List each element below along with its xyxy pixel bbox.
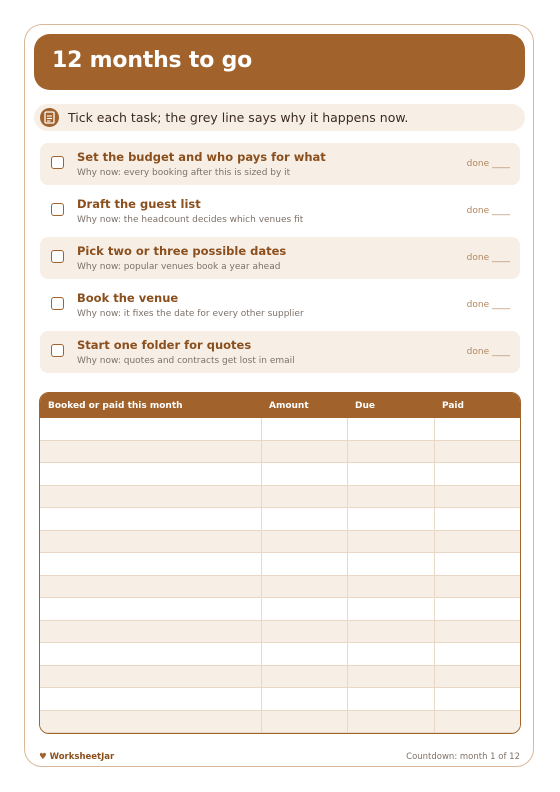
table-row xyxy=(40,711,520,734)
table-cell[interactable] xyxy=(347,643,435,665)
table-cell[interactable] xyxy=(347,576,435,598)
column-header-paid: Paid xyxy=(442,401,464,411)
task-title: Start one folder for quotes xyxy=(77,338,252,352)
payments-table xyxy=(39,392,521,734)
table-cell[interactable] xyxy=(347,508,435,530)
task-checkbox[interactable] xyxy=(51,156,64,169)
table-cell[interactable] xyxy=(261,643,348,665)
table-row xyxy=(40,598,520,621)
task-checkbox[interactable] xyxy=(51,203,64,216)
table-body xyxy=(40,418,520,733)
task-done-field[interactable]: done ____ xyxy=(466,300,510,310)
table-cell[interactable] xyxy=(347,598,435,620)
task-why: Why now: it fixes the date for every other supplier xyxy=(77,309,304,319)
table-row xyxy=(40,463,520,486)
task-checkbox[interactable] xyxy=(51,250,64,263)
table-cell[interactable] xyxy=(40,553,262,575)
table-cell[interactable] xyxy=(347,418,435,440)
table-cell[interactable] xyxy=(40,486,262,508)
table-cell[interactable] xyxy=(434,486,521,508)
table-cell[interactable] xyxy=(261,441,348,463)
table-cell[interactable] xyxy=(434,576,521,598)
table-cell[interactable] xyxy=(261,508,348,530)
table-cell[interactable] xyxy=(434,508,521,530)
table-row xyxy=(40,486,520,509)
table-cell[interactable] xyxy=(40,711,262,733)
page-indicator: Countdown: month 1 of 12 xyxy=(406,752,520,762)
table-row xyxy=(40,621,520,644)
table-cell[interactable] xyxy=(261,666,348,688)
footer-brand xyxy=(39,752,114,762)
task-item xyxy=(40,284,520,326)
table-row xyxy=(40,508,520,531)
task-why: Why now: quotes and contracts get lost in email xyxy=(77,356,295,366)
title-banner xyxy=(34,34,525,90)
table-cell[interactable] xyxy=(261,553,348,575)
table-header xyxy=(40,393,520,418)
task-done-field[interactable]: done ____ xyxy=(466,347,510,357)
table-cell[interactable] xyxy=(347,711,435,733)
table-cell[interactable] xyxy=(261,576,348,598)
task-why: Why now: popular venues book a year ahead xyxy=(77,262,281,272)
task-done-field[interactable]: done ____ xyxy=(466,159,510,169)
table-cell[interactable] xyxy=(261,463,348,485)
table-cell[interactable] xyxy=(40,598,262,620)
task-item xyxy=(40,190,520,232)
table-cell[interactable] xyxy=(347,553,435,575)
table-cell[interactable] xyxy=(40,666,262,688)
table-cell[interactable] xyxy=(434,463,521,485)
table-cell[interactable] xyxy=(434,598,521,620)
table-cell[interactable] xyxy=(347,621,435,643)
task-checkbox[interactable] xyxy=(51,297,64,310)
table-row xyxy=(40,553,520,576)
table-cell[interactable] xyxy=(434,688,521,710)
instruction-bar xyxy=(34,104,525,131)
table-cell[interactable] xyxy=(347,463,435,485)
task-why: Why now: the headcount decides which venues fit xyxy=(77,215,304,225)
task-item xyxy=(40,237,520,279)
table-cell[interactable] xyxy=(40,531,262,553)
table-cell[interactable] xyxy=(434,441,521,463)
task-title: Book the venue xyxy=(77,291,179,305)
column-header-due: Due xyxy=(355,401,375,411)
table-cell[interactable] xyxy=(347,486,435,508)
table-cell[interactable] xyxy=(347,688,435,710)
table-cell[interactable] xyxy=(434,643,521,665)
column-header-amount: Amount xyxy=(269,401,309,411)
table-cell[interactable] xyxy=(347,531,435,553)
table-cell[interactable] xyxy=(40,508,262,530)
table-cell[interactable] xyxy=(261,688,348,710)
table-cell[interactable] xyxy=(40,643,262,665)
table-cell[interactable] xyxy=(40,463,262,485)
table-cell[interactable] xyxy=(347,441,435,463)
clipboard-icon xyxy=(40,108,59,127)
table-cell[interactable] xyxy=(261,418,348,440)
table-cell[interactable] xyxy=(347,666,435,688)
task-done-field[interactable]: done ____ xyxy=(466,253,510,263)
table-row xyxy=(40,418,520,441)
table-cell[interactable] xyxy=(261,711,348,733)
table-cell[interactable] xyxy=(261,598,348,620)
table-row xyxy=(40,531,520,554)
table-cell[interactable] xyxy=(434,553,521,575)
table-cell[interactable] xyxy=(40,418,262,440)
heart-icon: ♥ xyxy=(39,752,47,762)
brand-name: WorksheetJar xyxy=(49,752,115,762)
task-done-field[interactable]: done ____ xyxy=(466,206,510,216)
table-cell[interactable] xyxy=(434,531,521,553)
table-cell[interactable] xyxy=(434,666,521,688)
table-cell[interactable] xyxy=(434,621,521,643)
task-item xyxy=(40,143,520,185)
instruction-text: Tick each task; the grey line says why it happens now. xyxy=(68,110,409,125)
task-title: Draft the guest list xyxy=(77,197,201,211)
table-cell[interactable] xyxy=(434,711,521,733)
table-cell[interactable] xyxy=(434,418,521,440)
table-cell[interactable] xyxy=(261,486,348,508)
table-row xyxy=(40,576,520,599)
task-title: Set the budget and who pays for what xyxy=(77,150,326,164)
table-cell[interactable] xyxy=(40,621,262,643)
table-cell[interactable] xyxy=(40,688,262,710)
table-cell[interactable] xyxy=(261,621,348,643)
task-title: Pick two or three possible dates xyxy=(77,244,287,258)
table-cell[interactable] xyxy=(40,441,262,463)
column-header-booked: Booked or paid this month xyxy=(48,401,183,411)
table-cell[interactable] xyxy=(261,531,348,553)
task-item xyxy=(40,331,520,373)
table-cell[interactable] xyxy=(40,576,262,598)
task-why: Why now: every booking after this is sized by it xyxy=(77,168,291,178)
table-row xyxy=(40,441,520,464)
table-row xyxy=(40,666,520,689)
task-checkbox[interactable] xyxy=(51,344,64,357)
table-row xyxy=(40,688,520,711)
page-title: 12 months to go xyxy=(52,48,253,73)
table-row xyxy=(40,643,520,666)
